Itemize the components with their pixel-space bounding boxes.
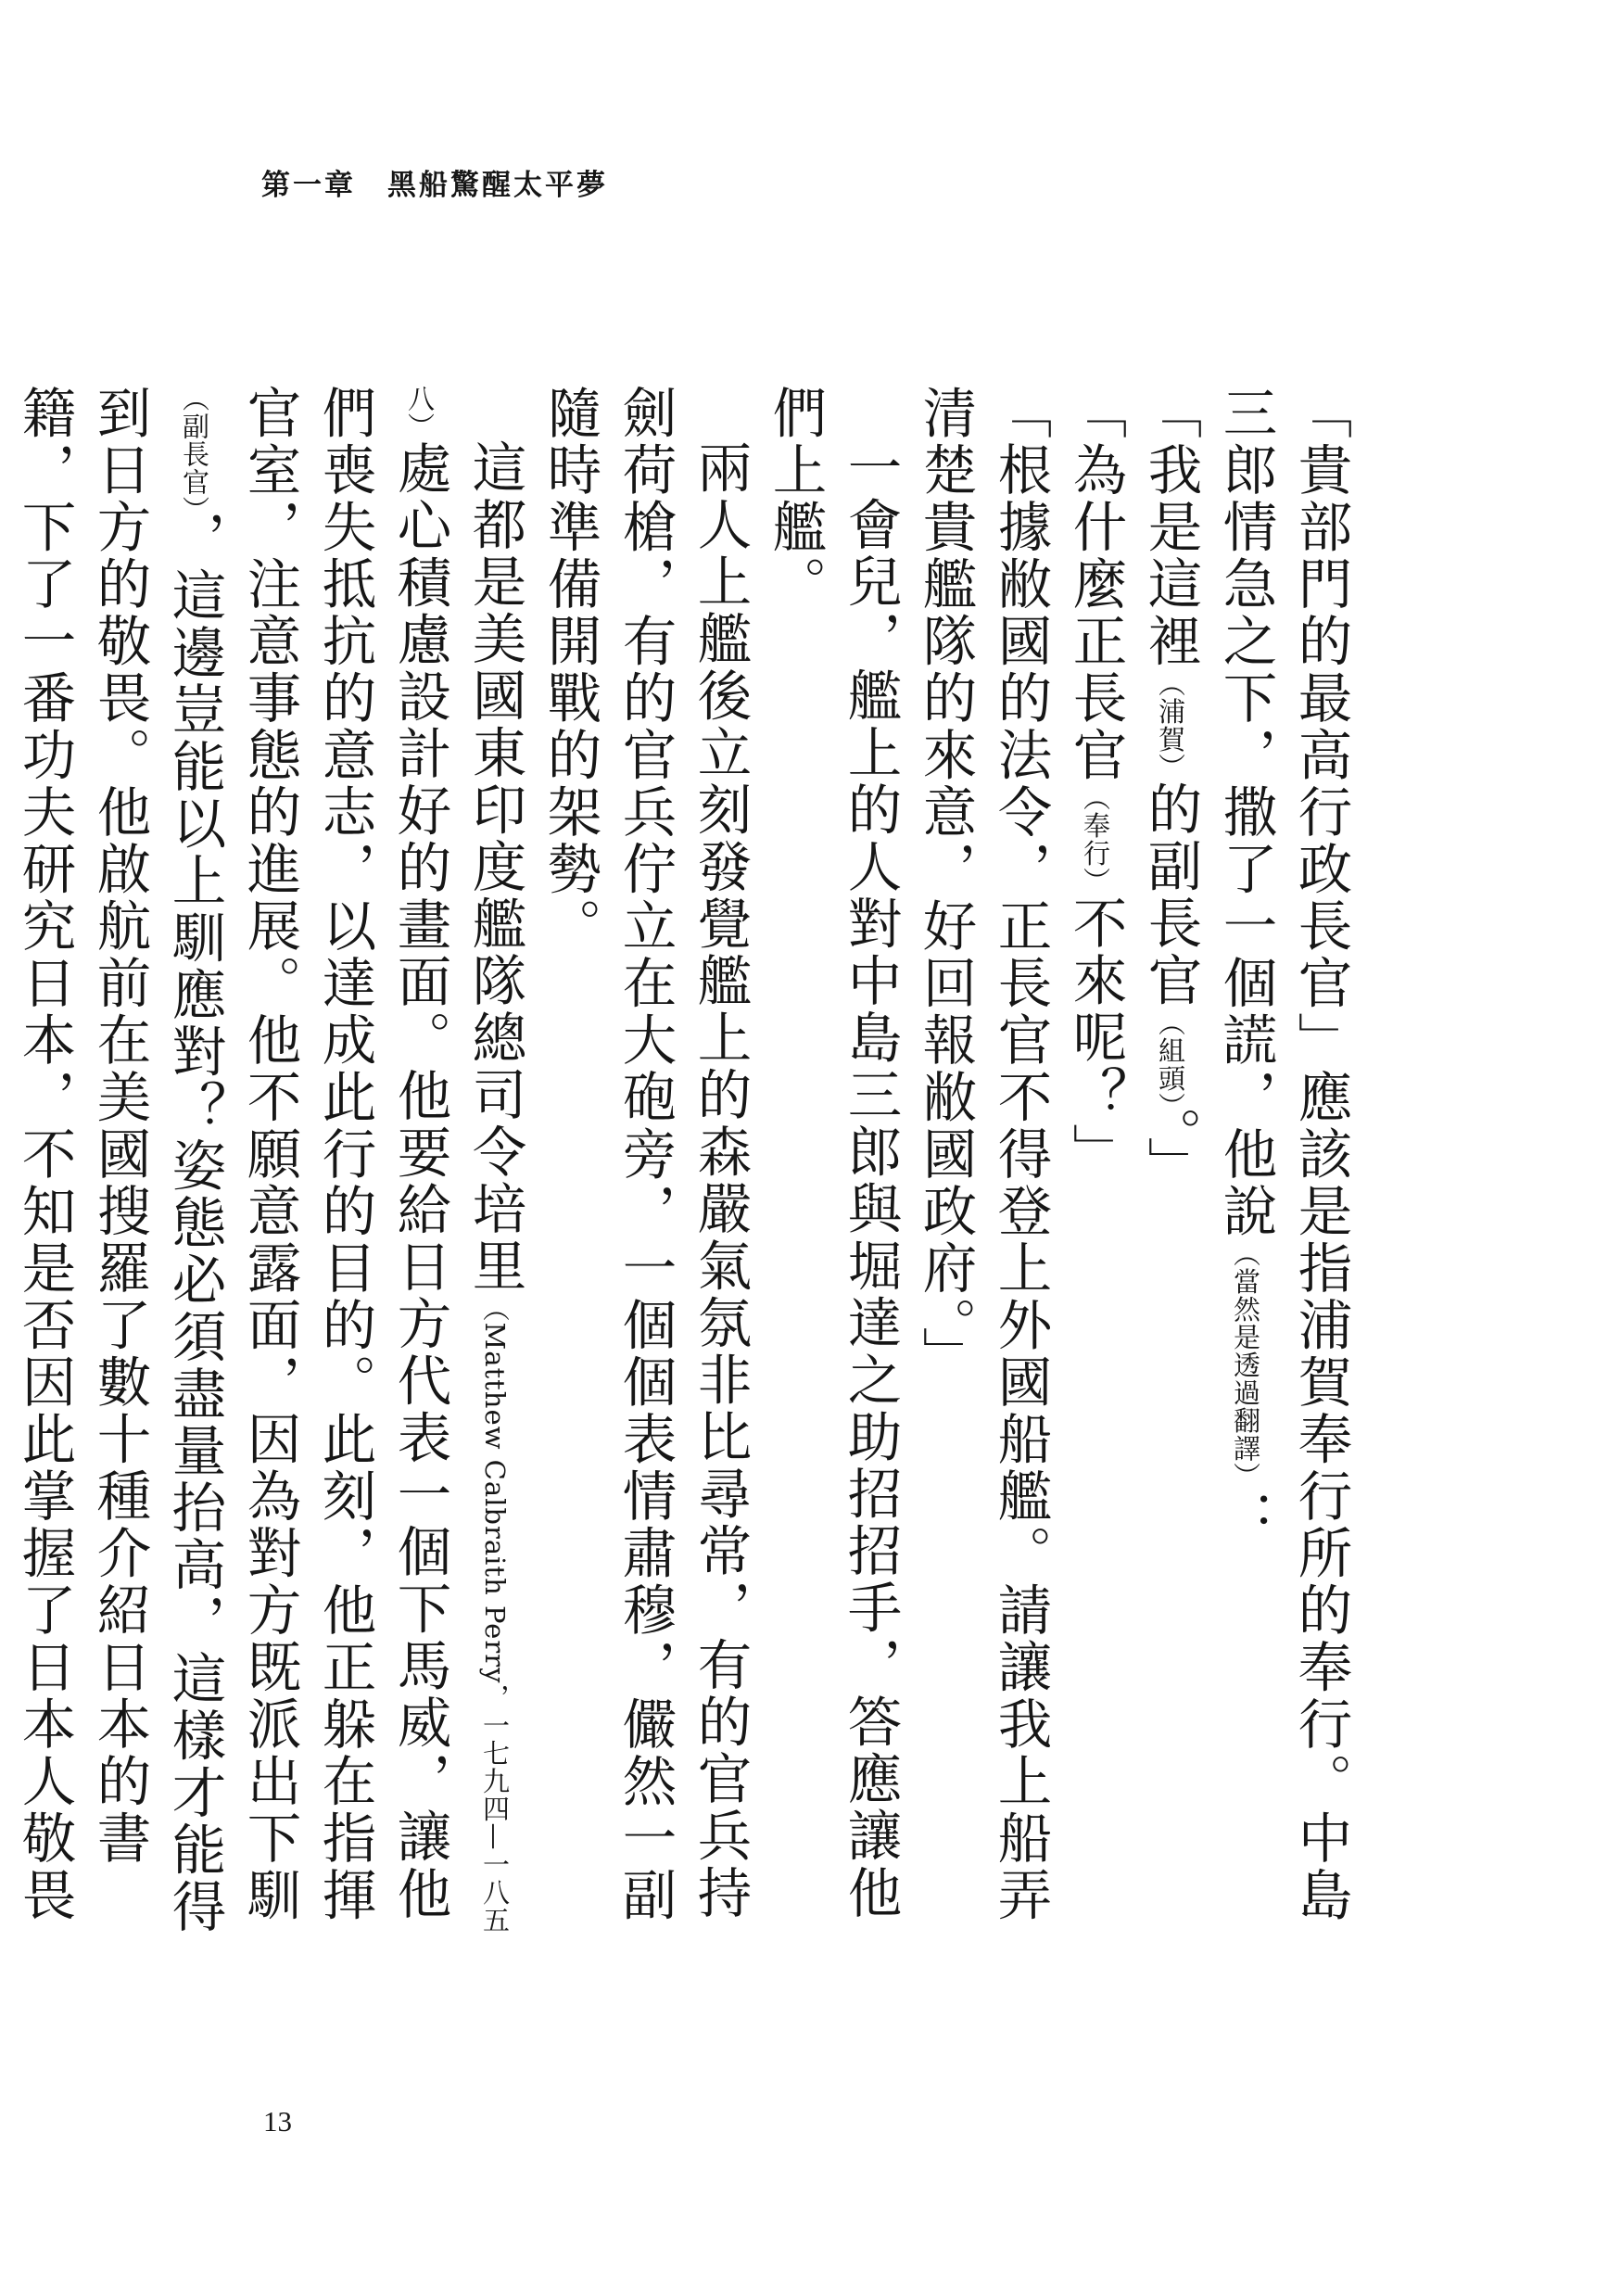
running-head: 第一章 黑船驚醒太平夢 xyxy=(261,169,608,202)
text-run: 「根據敝國的法令，正長官不得登上外國船艦。請讓我上船弄清楚貴艦隊的來意，好回報敝國政府。」 xyxy=(914,385,1052,1924)
text-run: 「為什麼正長官 xyxy=(1064,385,1127,784)
text-run: 這都是美國東印度艦隊總司令培里 xyxy=(463,438,526,1294)
inline-note: （浦賀） xyxy=(1155,669,1186,781)
text-run: 「我是這裡 xyxy=(1139,385,1202,670)
text-run: 不來呢？」 xyxy=(1064,894,1127,1180)
text-run: 一會兒，艦上的人對中島三郎與堀達之助招招手，答應讓他們上艦。 xyxy=(764,385,902,1922)
paragraph xyxy=(907,385,1057,1942)
body-text xyxy=(13,385,1358,1942)
text-run: 「貴部門的最高行政長官」應該是指浦賀奉行所的奉行。中島三郎情急之下，撒了一個謊，他說 xyxy=(1214,385,1352,1924)
inline-note: （副長官） xyxy=(179,385,210,511)
inline-note: （組頭） xyxy=(1155,1008,1186,1107)
inline-note: （奉行） xyxy=(1080,783,1111,895)
text-run: ，這邊豈能以上馴應對？姿態必須盡量抬高，這樣才能得到日方的敬畏。他啟航前在美國搜羅了數十種介紹日本的書籍，下了一番功夫研究日本，不知是否因此掌握了日本人敬畏 xyxy=(13,385,226,1935)
page-number: 13 xyxy=(263,2105,292,2137)
text-run: ： xyxy=(1214,1490,1277,1547)
paragraph xyxy=(1208,385,1358,1942)
text-run: 的副長官 xyxy=(1139,780,1202,1009)
paragraph xyxy=(532,385,757,1942)
inline-note: （Matthew Calbraith Perry，一七九四—一八五八） xyxy=(404,385,511,1934)
paragraph xyxy=(757,385,907,1942)
paragraph xyxy=(1057,385,1133,1942)
paragraph xyxy=(1133,385,1208,1942)
text-run: 。」 xyxy=(1139,1107,1202,1194)
text-run: 處心積慮設計好的畫面。他要給日方代表一個下馬威，讓他們喪失抵抗的意志，以達成此行的目的。此刻，他正躲在指揮官室，注意事態的進展。他不願意露面，因為對方既派出下馴 xyxy=(238,385,451,1924)
text-run: 兩人上艦後立刻發覺艦上的森嚴氣氛非比尋常，有的官兵持劍荷槍，有的官兵佇立在大砲旁，一個個表情肅穆，儼然一副隨時準備開戰的架勢。 xyxy=(538,385,752,1924)
paragraph xyxy=(0,385,532,1942)
inline-note: （當然是透過翻譯） xyxy=(1230,1239,1261,1490)
